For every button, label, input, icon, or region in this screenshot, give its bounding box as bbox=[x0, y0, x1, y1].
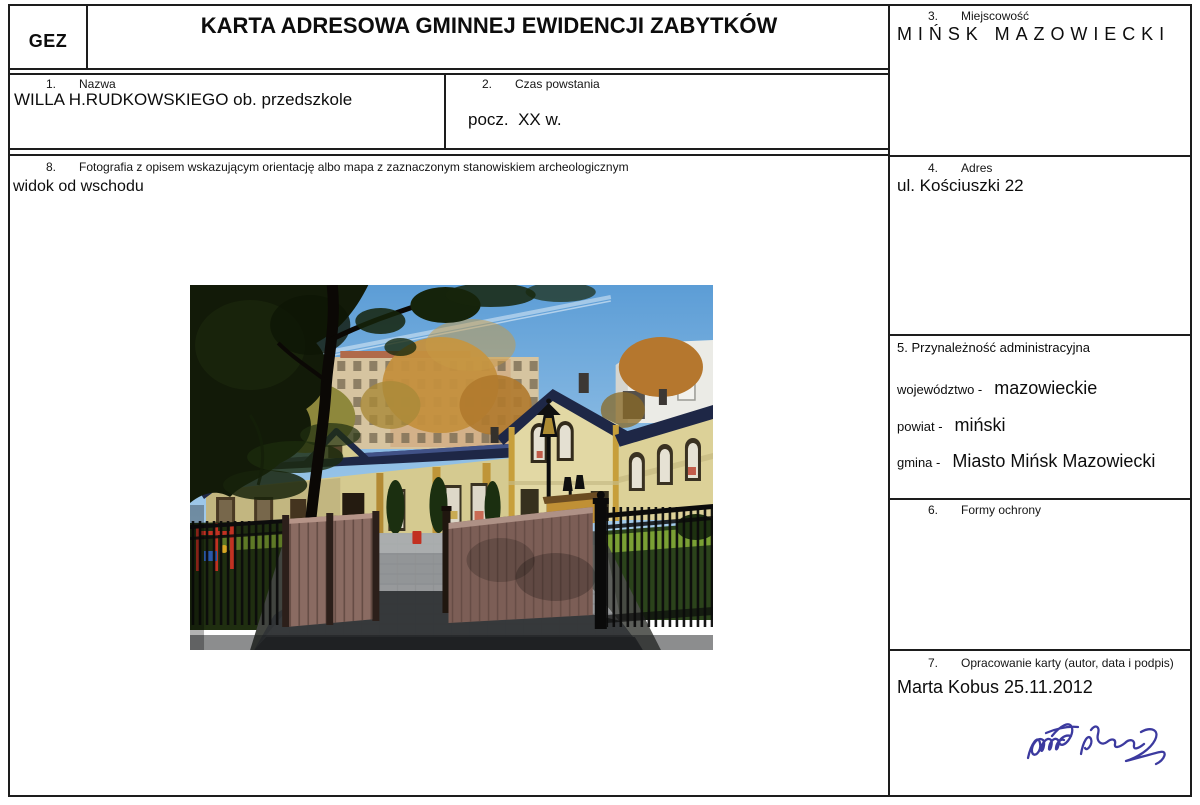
field-adres-number: 4. bbox=[928, 161, 939, 175]
field-nazwa-value: WILLA H.RUDKOWSKIEGO ob. przedszkole bbox=[14, 90, 353, 109]
powiat-value: miński bbox=[954, 415, 1006, 435]
field1-field2-divider bbox=[444, 73, 446, 150]
field-fotografia-label: 8. Fotografia z opisem wskazującym orientację albo mapa z zaznaczonym stanowiskiem archeologicznym bbox=[46, 160, 629, 174]
powiat-label: powiat - bbox=[897, 419, 943, 434]
gez-code: GEZ bbox=[28, 30, 68, 51]
villa-photo bbox=[190, 285, 713, 650]
title-row-divider bbox=[8, 68, 890, 70]
photo-caption: widok od wschodu bbox=[13, 178, 144, 195]
right-column-divider bbox=[888, 4, 890, 795]
field-czas-value: pocz. XX w. bbox=[468, 110, 562, 129]
field-opracowanie-value: Marta Kobus 25.11.2012 bbox=[897, 677, 1093, 697]
section4-5-divider bbox=[890, 334, 1192, 336]
gez-box-divider bbox=[86, 4, 88, 70]
field-opracowanie-label: 7. Opracowanie karty (autor, data i podpis) bbox=[928, 656, 1174, 670]
photo-bottom-shade bbox=[190, 635, 713, 650]
field-opracowanie-number: 7. bbox=[928, 656, 939, 670]
field-formy-ochrony-label: 6. Formy ochrony bbox=[928, 503, 1042, 517]
wojewodztwo-label: województwo - bbox=[897, 382, 983, 397]
field-przynaleznosc-label: 5. Przynależność administracyjna bbox=[897, 340, 1090, 355]
row1-top-divider bbox=[8, 73, 890, 75]
section3-4-divider bbox=[890, 155, 1192, 157]
photo-left-shade bbox=[190, 505, 204, 650]
field-miejscowosc-label: 3. Miejscowość bbox=[928, 9, 1030, 23]
admin-row-gmina bbox=[897, 451, 1155, 472]
admin-row-powiat bbox=[897, 415, 1006, 436]
admin-row-wojewodztwo bbox=[897, 378, 1097, 399]
gmina-value: Miasto Mińsk Mazowiecki bbox=[952, 451, 1156, 471]
field-nazwa-label: 1. Nazwa bbox=[46, 77, 116, 91]
field-miejscowosc-number: 3. bbox=[928, 9, 939, 23]
gmina-label: gmina - bbox=[897, 455, 941, 470]
signature-ink bbox=[1008, 700, 1188, 780]
photo-section-top-divider bbox=[8, 154, 890, 156]
field-czas-number: 2. bbox=[482, 77, 493, 91]
field-miejscowosc-value: MIŃSK MAZOWIECKI bbox=[897, 24, 1171, 44]
field-adres-label: 4. Adres bbox=[928, 161, 993, 175]
field-formy-ochrony-number: 6. bbox=[928, 503, 939, 517]
villa-photo-illustration bbox=[190, 285, 713, 650]
field-fotografia-number: 8. bbox=[46, 160, 57, 174]
card-title: KARTA ADRESOWA GMINNEJ EWIDENCJI ZABYTKÓW bbox=[200, 13, 778, 38]
field-nazwa-number: 1. bbox=[46, 77, 57, 91]
row1-bottom-divider bbox=[8, 148, 890, 150]
section6-7-divider bbox=[890, 649, 1192, 651]
section5-6-divider bbox=[890, 498, 1192, 500]
field-czas-label: 2. Czas powstania bbox=[482, 77, 600, 91]
wojewodztwo-value: mazowieckie bbox=[994, 378, 1098, 398]
field-adres-value: ul. Kościuszki 22 bbox=[897, 176, 1024, 195]
signature-graphic bbox=[1008, 700, 1188, 780]
